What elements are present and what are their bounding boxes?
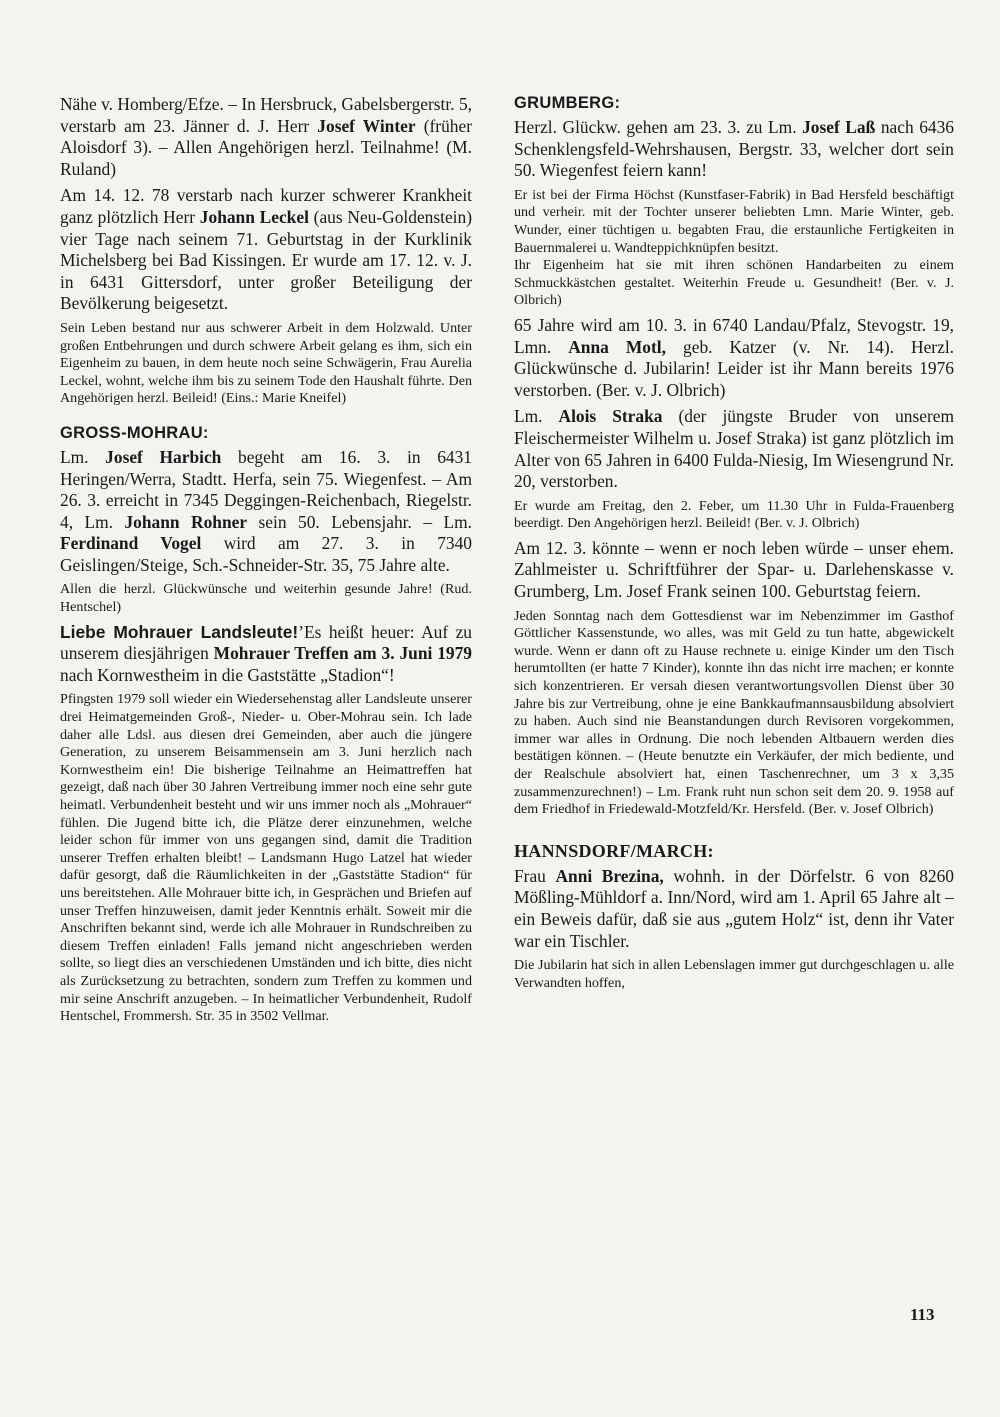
article-winter — [60, 94, 472, 180]
text: begeht am 16. 3. in 6431 Heringen/Werra, Stadtt. Herfa, sein 75. Wiegenfest. – Am 26. 3. erreicht in 7345 Deggingen-Reichenbach, Riegelstr. 4, Lm. — [60, 446, 472, 532]
person-name: Alois Straka — [558, 406, 663, 427]
text: (der jüngste Bruder von unserem Fleischermeister Wilhelm u. Josef Straka) ist ganz plötzlich im Alter von 65 Jahren in 6400 Fulda-Niesig, Im Wiesengrund Nr. 20, verstorben. — [514, 406, 954, 492]
text: (früher Aloisdorf 3). – Allen Angehörigen herzl. Teilnahme! (M. Ruland) — [60, 115, 472, 179]
article-treffen-intro — [60, 622, 472, 687]
article-straka — [514, 406, 954, 492]
section-heading-grumberg: GRUMBERG: — [514, 94, 621, 112]
article-birthdays-mohrau — [60, 447, 472, 577]
person-name: Johann Rohner — [124, 511, 248, 532]
article-motl — [514, 315, 954, 401]
text: wohnh. in der Dörfelstr. 6 von 8260 Mößling-Mühldorf a. Inn/Nord, wird am 1. April 65 Jahre alt – ein Beweis dafür, daß sie aus „gutem Holz“ ist, denn ihr Vater war ein Tischler. — [514, 865, 954, 951]
article-lass-detail-2: Ihr Eigenheim hat sie mit ihren schönen Handarbeiten zu einem Schmuckkästchen gestaltet. Weiterhin Freude u. Gesundheit! (Ber. v. J. Olbrich) — [514, 257, 954, 309]
person-name: Josef Winter — [317, 115, 416, 136]
left-column — [60, 94, 472, 1031]
text: Nähe v. Homberg/Efze. – In Hersbruck, Gabelsbergerstr. 5, verstarb am 23. Jänner d. J. Herr — [60, 94, 472, 136]
article-lass-detail: Er ist bei der Firma Höchst (Kunstfaser-Fabrik) in Bad Hersfeld beschäftigt und verheir. mit der Tochter unserer beliebten Lmn. Marie Winter, geb. Wunder, einer tüchtigen u. begabten Frau, die erstaunliche Fertigkeiten in Bauernmalerei u. Wandteppichknüpfen besitzt. — [514, 186, 954, 256]
text: nach 6436 Schenklengsfeld-Wehrshausen, Bergstr. 33, welcher dort sein 50. Wiegenfest feiern kann! — [514, 117, 954, 181]
text: Frau — [514, 865, 556, 886]
text: sein 50. Lebensjahr. – Lm. — [247, 511, 472, 532]
text: wird am 27. 3. in 7340 Geislingen/Steige, Sch.-Schneider-Str. 35, 75 Jahre alte. — [60, 533, 472, 575]
article-lass — [514, 117, 954, 182]
article-greetings: Allen die herzl. Glückwünsche und weiterhin gesunde Jahre! (Rud. Hentschel) — [60, 581, 472, 616]
person-name: Anni Brezina, — [555, 865, 664, 886]
text: geb. Katzer (v. Nr. 14). Herzl. Glückwünsche d. Jubilarin! Leider ist ihr Mann bereits 1976 verstorben. (Ber. v. J. Olbrich) — [514, 336, 954, 400]
article-straka-detail: Er wurde am Freitag, den 2. Feber, um 11.30 Uhr in Fulda-Frauenberg beerdigt. Den Angehörigen herzl. Beileid! (Ber. v. J. Olbrich) — [514, 497, 954, 532]
text: ’Es heißt heuer: Auf zu unserem diesjährigen — [60, 621, 473, 664]
section-heading-gross-mohrau: GROSS-MOHRAU: — [60, 423, 209, 442]
article-leckel-detail: Sein Leben bestand nur aus schwerer Arbeit in dem Holzwald. Unter großen Entbehrungen und durch schwere Arbeit gelang es ihm, sich ein Eigenheim zu bauen, in dem heute noch seine Schwägerin, Frau Aurelia Leckel, wohnt, welche ihm bis zu seinem Tode den Haushalt führte. Den Angehörigen herzl. Beileid! (Eins.: Marie Kneifel) — [60, 319, 472, 407]
text: Lm. — [514, 406, 559, 427]
greeting-title: Liebe Mohrauer Landsleute! — [60, 621, 299, 642]
person-name: Josef Laß — [802, 117, 876, 137]
text: Herzl. Glückw. gehen am 23. 3. zu Lm. — [514, 117, 803, 137]
article-brezina-detail: Die Jubilarin hat sich in allen Lebenslagen immer gut durchgeschlagen u. alle Verwandten hoffen, — [514, 957, 954, 991]
text: Am 14. 12. 78 verstarb nach kurzer schwerer Krankheit ganz plötzlich Herr — [60, 185, 472, 227]
section-heading-hannsdorf: HANNSDORF/MARCH: — [514, 840, 714, 861]
article-brezina — [514, 866, 954, 952]
text: Lm. — [60, 446, 106, 467]
article-leckel — [60, 185, 472, 315]
person-name: Anna Motl, — [568, 336, 666, 357]
event-name: Mohrauer Treffen am 3. Juni 1979 — [213, 643, 472, 664]
page-number: 113 — [910, 1305, 935, 1324]
text: (aus Neu-Goldenstein) vier Tage nach seinem 71. Geburtstag in der Kurklinik Michelsberg bei Bad Kissingen. Er wurde am 17. 12. v. J. in 6431 Gittersdorf, unter großer Beteiligung der Bevölkerung beigesetzt. — [60, 206, 472, 314]
article-treffen-body: Pfingsten 1979 soll wieder ein Wiedersehenstag aller Landsleute unserer drei Heimatgemeinden Groß-, Nieder- u. Ober-Mohrau sein. Ich lade daher alle Ldsl. aus diesen drei Gemeinden, aber auch die jüngere Generation, zu unserem Beisammensein am 3. Juni herzlich nach Kornwestheim ein! Die bisherige Teilnahme an Heimattreffen hat gezeigt, daß nach über 30 Jahren Vertreibung immer noch eine sehr gute heimatl. Verbundenheit besteht und wir uns immer noch als „Mohrauer“ fühlen. Die Jugend bitte ich, die Plätze derer einzunehmen, welche leider schon für immer von uns gegangen sind, damit die Tradition unserer Treffen erhalten bleibt! – Landsmann Hugo Latzel hat wieder dafür gesorgt, daß die Räumlichkeiten in der „Gaststätte Stadion“ für uns bereitstehen. Alle Mohrauer bitte ich, in Gesprächen und Briefen auf unser Treffen hinzuweisen, damit jeder Kenntnis erhält. Soweit mir die Anschriften bekannt sind, werde ich alle Mohrauer in Rundschreiben zu diesem Treffen einladen! Falls jemand nicht angeschrieben werden sollte, so liegt dies an verschiedenen Umständen und ich bitte, dies nicht als Zurücksetzung zu betrachten, sondern zum Treffen zu kommen und mir seine Anschrift anzugeben. – In heimatlicher Verbundenheit, Rudolf Hentschel, Frommersh. Str. 35 in 3502 Vellmar. — [60, 691, 472, 1025]
person-name: Josef Harbich — [105, 446, 222, 467]
person-name: Johann Leckel — [199, 206, 309, 227]
text: 65 Jahre wird am 10. 3. in 6740 Landau/Pfalz, Stevogstr. 19, Lmn. — [514, 314, 954, 357]
article-frank-detail: Jeden Sonntag nach dem Gottesdienst war im Nebenzimmer im Gasthof Göttlicher Kassenstunde, wo alles, was mit Geld zu tun hatte, abgewickelt wurde. Wenn er dann oft zu Hause rechnete u. einige Kinder um den Tisch herumtollten (er hatte 7 Kinder), konnte ihn das nicht irre machen; er konnte sich konzentrieren. Er versah diesen verantwortungsvollen Dienst über 30 Jahre bis zur Vertreibung, ohne je eine Bankkaufmannsausbildung absolviert zu haben. Auch sind nie Beanstandungen durch Revisoren vorgekommen, immer war alles in Ordnung. Die noch lebenden Altbauern werden dies bestätigen können. – (Heute benutzte ein Verkäufer, der mich bediente, und der Realschule absolviert hat, einen Taschenrechner, um 3 x 3,35 zusammenzurechnen!) – Lm. Frank ruht nun schon seit dem 20. 9. 1958 auf dem Friedhof in Friedewald-Motzfeld/Kr. Hersfeld. (Ber. v. Josef Olbrich) — [514, 607, 954, 818]
text: nach Kornwestheim in die Gaststätte „Stadion“! — [60, 664, 395, 685]
person-name: Ferdinand Vogel — [60, 533, 202, 554]
article-frank: Am 12. 3. könnte – wenn er noch leben würde – unser ehem. Zahlmeister u. Schriftführer der Spar- u. Darlehenskasse v. Grumberg, Lm. Josef Frank seinen 100. Geburtstag feiern. — [514, 537, 954, 602]
right-column — [514, 94, 954, 997]
